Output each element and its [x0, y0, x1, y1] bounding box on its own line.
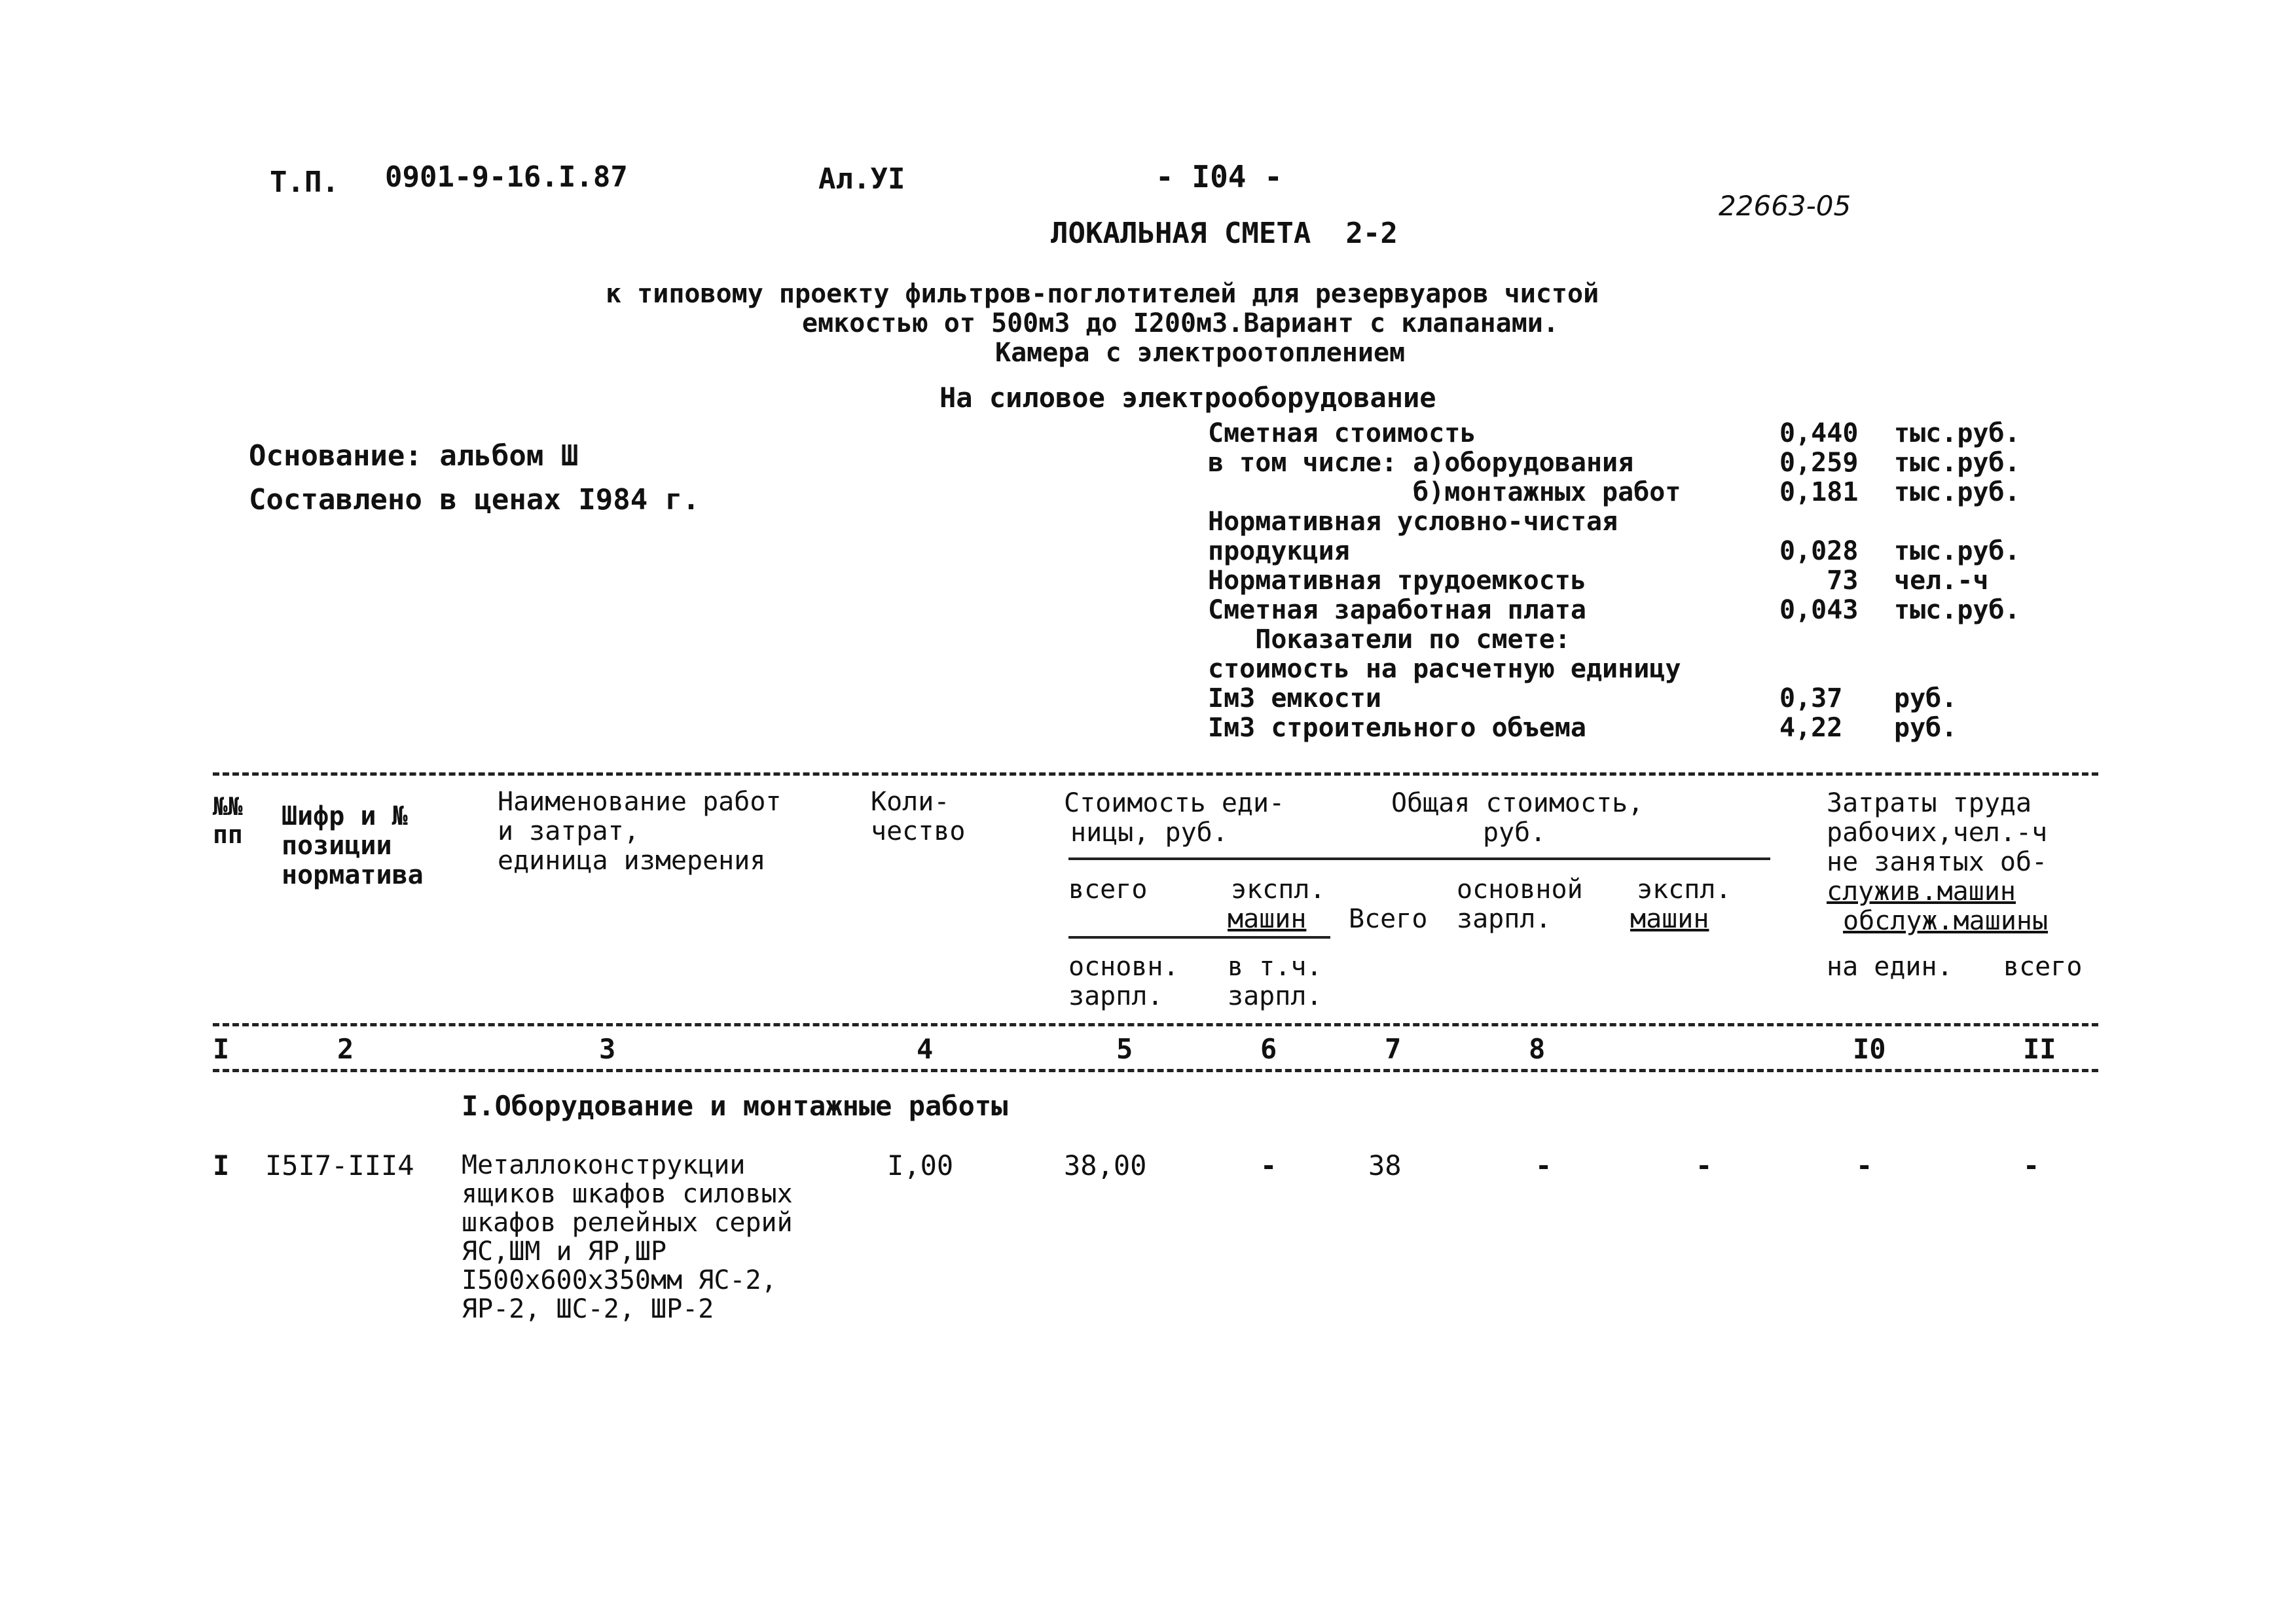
- row-labor-total: -: [2023, 1149, 2040, 1182]
- row-number: I: [213, 1149, 230, 1182]
- row-name-line: ящиков шкафов силовых: [462, 1179, 793, 1209]
- summary-value: 0,028: [1779, 536, 1859, 566]
- header-num-1: №№: [213, 792, 243, 821]
- column-number: II: [2023, 1033, 2056, 1065]
- column-numbers-bottom-rule: [213, 1069, 2098, 1072]
- column-number: 7: [1385, 1033, 1402, 1065]
- header-total-wage-2: зарпл.: [1457, 904, 1552, 934]
- column-number: I0: [1853, 1033, 1886, 1065]
- header-labor-3: не занятых об-: [1827, 847, 2048, 877]
- page-number: - I04 -: [1156, 159, 1283, 194]
- header-qty-2: чество: [871, 816, 966, 846]
- column-number: 2: [337, 1033, 354, 1065]
- column-number: 5: [1116, 1033, 1133, 1065]
- prices-line: Составлено в ценах I984 г.: [249, 483, 700, 516]
- row-name-line: ЯС,ШМ и ЯР,ШР: [462, 1236, 667, 1267]
- header-name-3: единица измерения: [498, 846, 766, 876]
- header-total-wage-1: основной: [1457, 875, 1583, 905]
- row-total-wage: -: [1535, 1149, 1552, 1182]
- summary-label: Сметная стоимость: [1208, 418, 1476, 448]
- header-total-machine-2: машин: [1630, 904, 1709, 934]
- header-total-cost-2: руб.: [1483, 818, 1546, 848]
- header-total-cost-1: Общая стоимость,: [1391, 788, 1644, 818]
- summary-label: стоимость на расчетную единицу: [1208, 654, 1681, 684]
- row-name-line: Металлоконструкции: [462, 1150, 746, 1180]
- header-code-1: Шифр и №: [282, 801, 408, 831]
- row-total-machine: -: [1696, 1149, 1713, 1182]
- cost-group-rule: [1068, 857, 1770, 860]
- tp-label: Т.П.: [270, 166, 339, 199]
- row-name-line: шкафов релейных серий: [462, 1208, 793, 1238]
- header-unit-total: всего: [1068, 875, 1148, 905]
- summary-value: 0,043: [1779, 595, 1859, 625]
- unit-cost-subrule: [1068, 936, 1330, 939]
- column-number: 8: [1529, 1033, 1546, 1065]
- subtitle-line-2: емкостью от 500м3 до I200м3.Вариант с клапанами.: [802, 308, 1559, 338]
- summary-label: Показатели по смете:: [1208, 624, 1571, 655]
- header-labor-unit: на един.: [1827, 952, 1953, 982]
- header-qty-1: Коли-: [871, 787, 950, 817]
- header-labor-1: Затраты труда: [1827, 788, 2032, 818]
- header-labor-4: служив.машин: [1827, 876, 2016, 907]
- header-unit-cost-2: ницы, руб.: [1070, 818, 1228, 848]
- column-number: 4: [917, 1033, 934, 1065]
- subtitle-line-3: Камера с электроотоплением: [995, 338, 1406, 368]
- summary-label: Iм3 строительного объема: [1208, 713, 1586, 743]
- subtitle-line-1: к типовому проекту фильтров-поглотителей для резервуаров чистой: [606, 279, 1599, 309]
- document-title: ЛОКАЛЬНАЯ СМЕТА 2-2: [1051, 217, 1398, 250]
- summary-label: Iм3 емкости: [1208, 683, 1381, 713]
- row-unit-cost-total: 38,00: [1064, 1149, 1147, 1182]
- summary-unit: чел.-ч: [1894, 566, 1989, 596]
- document-number: 22663-05: [1719, 190, 1851, 222]
- column-numbers-top-rule: [213, 1023, 2098, 1026]
- album-label: Ал.УI: [818, 162, 905, 196]
- project-code: 0901-9-16.I.87: [385, 160, 628, 194]
- summary-unit: тыс.руб.: [1894, 536, 2020, 566]
- row-total-cost: 38: [1368, 1149, 1402, 1182]
- summary-label: Нормативная условно-чистая: [1208, 507, 1618, 537]
- table-top-rule: [213, 772, 2098, 776]
- row-code: I5I7-III4: [265, 1149, 414, 1182]
- summary-unit: тыс.руб.: [1894, 418, 2020, 448]
- header-labor-total: всего: [2003, 952, 2083, 982]
- header-num-2: пп: [213, 820, 243, 849]
- row-quantity: I,00: [887, 1149, 954, 1182]
- summary-label: Нормативная трудоемкость: [1208, 566, 1586, 596]
- summary-label: Сметная заработная плата: [1208, 595, 1586, 625]
- header-unit-wage-2: зарпл.: [1068, 981, 1163, 1011]
- header-name-1: Наименование работ: [498, 787, 782, 817]
- summary-label: в том числе: а)оборудования: [1208, 448, 1634, 478]
- summary-value: 4,22: [1779, 713, 1843, 743]
- header-total-all: Всего: [1349, 904, 1428, 934]
- row-name-line: ЯР-2, ШС-2, ШР-2: [462, 1294, 714, 1324]
- summary-unit: тыс.руб.: [1894, 595, 2020, 625]
- summary-unit: руб.: [1894, 683, 1958, 713]
- summary-unit: руб.: [1894, 713, 1958, 743]
- header-unit-wage-incl-2: зарпл.: [1228, 981, 1322, 1011]
- row-labor-unit: -: [1856, 1149, 1873, 1182]
- header-code-3: норматива: [282, 860, 424, 890]
- section-title: I.Оборудование и монтажные работы: [462, 1090, 1008, 1122]
- summary-unit: тыс.руб.: [1894, 448, 2020, 478]
- header-name-2: и затрат,: [498, 816, 640, 846]
- summary-label: продукция: [1208, 536, 1350, 566]
- header-unit-machine-2: машин: [1228, 904, 1307, 934]
- basis-line: Основание: альбом Ш: [249, 439, 579, 473]
- summary-value: 0,37: [1779, 683, 1843, 713]
- header-code-2: позиции: [282, 831, 392, 861]
- summary-value: 0,259: [1779, 448, 1859, 478]
- column-number: I: [213, 1033, 230, 1065]
- row-unit-cost-machine: -: [1260, 1149, 1277, 1182]
- summary-value: 0,440: [1779, 418, 1859, 448]
- summary-value: 73: [1779, 566, 1859, 596]
- header-labor-5: обслуж.машины: [1843, 906, 2049, 936]
- row-name-line: I500x600x350мм ЯС-2,: [462, 1265, 777, 1295]
- header-unit-machine-1: экспл.: [1231, 875, 1326, 905]
- summary-label: б)монтажных работ: [1208, 477, 1681, 507]
- summary-unit: тыс.руб.: [1894, 477, 2020, 507]
- header-total-machine-1: экспл.: [1637, 875, 1732, 905]
- summary-value: 0,181: [1779, 477, 1859, 507]
- header-unit-wage-1: основн.: [1068, 952, 1179, 982]
- header-unit-cost-1: Стоимость еди-: [1064, 788, 1285, 818]
- estimate-subject: На силовое электрооборудование: [939, 382, 1436, 414]
- header-labor-2: рабочих,чел.-ч: [1827, 818, 2048, 848]
- header-unit-wage-incl-1: в т.ч.: [1228, 952, 1322, 982]
- column-number: 6: [1260, 1033, 1277, 1065]
- column-number: 3: [599, 1033, 616, 1065]
